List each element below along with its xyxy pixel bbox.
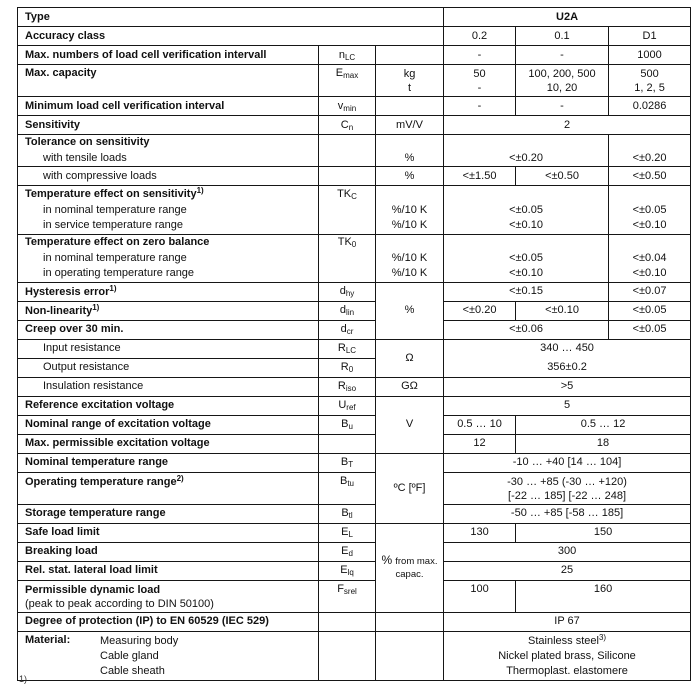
ref-voltage-label: Reference excitation voltage (18, 396, 319, 415)
protection-unit (376, 612, 444, 631)
tkc-service-symbol (319, 218, 376, 234)
compressive-value-2: <±0.50 (516, 167, 609, 186)
row-dynamic-load (18, 580, 691, 612)
max-capacity-value-1: 50 - (444, 65, 516, 97)
max-intervals-value-2: - (516, 46, 609, 65)
breaking-load-symbol: $E_d$ (319, 542, 376, 561)
max-intervals-value-3: 1000 (609, 46, 691, 65)
row-breaking-load (18, 542, 691, 561)
tk0-operating-value-3: <±0.10 (609, 266, 691, 282)
input-resistance-symbol: $R_{LC}$ (319, 339, 376, 358)
output-resistance-symbol: $R_0$ (319, 358, 376, 377)
row-tkc-header (18, 186, 691, 203)
protection-value: IP 67 (444, 612, 691, 631)
row-operating-temp (18, 472, 691, 504)
max-capacity-label: Max. capacity (18, 65, 319, 97)
tk0-operating-value-12: <±0.10 (444, 266, 609, 282)
material-symbol (319, 631, 376, 680)
nominal-voltage-value-1: 0.5 … 10 (444, 415, 516, 434)
nominal-temp-value: -10 … +40 [14 … 104] (444, 453, 691, 472)
tkc-nominal-label: in nominal temperature range (18, 202, 319, 218)
row-nonlinearity (18, 301, 691, 320)
row-max-voltage (18, 434, 691, 453)
material-key: Material: (25, 633, 71, 646)
protection-label: Degree of protection (IP) to EN 60529 (IEC 529) (18, 612, 319, 631)
nominal-temp-label: Nominal temperature range (18, 453, 319, 472)
accuracy-value-2: 0.1 (516, 27, 609, 46)
max-voltage-label: Max. permissible excitation voltage (18, 434, 319, 453)
nonlinearity-symbol: $d_{lin}$ (319, 301, 376, 320)
breaking-load-value: 300 (444, 542, 691, 561)
max-capacity-value-3: 500 1, 2, 5 (609, 65, 691, 97)
row-tkc-service (18, 218, 691, 234)
material-unit (376, 631, 444, 680)
tkc-nominal-symbol (319, 202, 376, 218)
insulation-resistance-label: Insulation resistance (18, 377, 319, 396)
min-interval-value-2: - (516, 97, 609, 116)
tolerance-header-symbol (319, 135, 376, 151)
dynamic-load-value-1: 100 (444, 580, 516, 612)
nonlinearity-label: Non-linearity$^{1)}$ (18, 301, 319, 320)
tolerance-header-value-12 (444, 135, 609, 151)
tk0-nominal-value-3: <±0.04 (609, 250, 691, 266)
tkc-nominal-unit: %/10 K (376, 202, 444, 218)
tk0-operating-unit: %/10 K (376, 266, 444, 282)
tensile-label: with tensile loads (18, 151, 319, 167)
row-nominal-temp (18, 453, 691, 472)
input-resistance-unit: Ω (376, 339, 444, 377)
tkc-nominal-value-3: <±0.05 (609, 202, 691, 218)
row-storage-temp (18, 504, 691, 523)
tensile-value-12: <±0.20 (444, 151, 609, 167)
creep-value-12: <±0.06 (444, 320, 609, 339)
row-input-resistance (18, 339, 691, 358)
tkc-service-value-3: <±0.10 (609, 218, 691, 234)
hysteresis-symbol: $d_{hy}$ (319, 282, 376, 301)
compressive-value-1: <±1.50 (444, 167, 516, 186)
tk0-header-value-12 (444, 234, 609, 250)
accuracy-label: Accuracy class (18, 27, 444, 46)
max-capacity-value-2: 100, 200, 500 10, 20 (516, 65, 609, 97)
tk0-nominal-value-12: <±0.05 (444, 250, 609, 266)
row-ref-voltage (18, 396, 691, 415)
row-min-interval (18, 97, 691, 116)
lateral-load-symbol: $E_{lq}$ (319, 561, 376, 580)
lateral-load-label: Rel. stat. lateral load limit (18, 561, 319, 580)
tkc-service-unit: %/10 K (376, 218, 444, 234)
tk0-header-value-3 (609, 234, 691, 250)
row-creep (18, 320, 691, 339)
sensitivity-unit: mV/V (376, 116, 444, 135)
output-resistance-label: Output resistance (18, 358, 319, 377)
row-tolerance-header (18, 135, 691, 151)
row-accuracy (18, 27, 691, 46)
storage-temp-value: -50 … +85 [-58 … 185] (444, 504, 691, 523)
hysteresis-unit: % (376, 282, 444, 339)
max-voltage-value-1: 12 (444, 434, 516, 453)
nominal-temp-symbol: $B_T$ (319, 453, 376, 472)
tkc-header-value-12 (444, 186, 609, 203)
row-lateral-load (18, 561, 691, 580)
row-safe-load (18, 523, 691, 542)
safe-load-label: Safe load limit (18, 523, 319, 542)
accuracy-value-3: D1 (609, 27, 691, 46)
max-intervals-unit (376, 46, 444, 65)
dynamic-load-value-23: 160 (516, 580, 691, 612)
material-items: Measuring body Cable gland Cable sheath (100, 634, 179, 677)
tk0-nominal-symbol (319, 250, 376, 266)
nominal-voltage-value-23: 0.5 … 12 (516, 415, 691, 434)
tolerance-header-label: Tolerance on sensitivity (18, 135, 319, 151)
row-compressive (18, 167, 691, 186)
dynamic-load-label: Permissible dynamic load (peak to peak according to DIN 50100) (18, 580, 319, 612)
safe-load-symbol: $E_L$ (319, 523, 376, 542)
nominal-voltage-label: Nominal range of excitation voltage (18, 415, 319, 434)
safe-load-unit: % from max. capac. (376, 523, 444, 612)
tensile-unit: % (376, 151, 444, 167)
row-tensile (18, 151, 691, 167)
tkc-header-label: Temperature effect on sensitivity$^{1)}$ (18, 186, 319, 203)
row-output-resistance (18, 358, 691, 377)
creep-label: Creep over 30 min. (18, 320, 319, 339)
row-material (18, 631, 691, 680)
row-protection (18, 612, 691, 631)
row-sensitivity (18, 116, 691, 135)
tk0-operating-symbol (319, 266, 376, 282)
nominal-temp-unit: ºC [ºF] (376, 453, 444, 523)
nonlinearity-value-2: <±0.10 (516, 301, 609, 320)
type-value: U2A (444, 8, 691, 27)
row-tk0-header (18, 234, 691, 250)
compressive-unit: % (376, 167, 444, 186)
tkc-service-value-12: <±0.10 (444, 218, 609, 234)
operating-temp-value: -30 … +85 (-30 … +120) [-22 … 185] [-22 … 248] (444, 472, 691, 504)
sensitivity-value: 2 (444, 116, 691, 135)
safe-load-value-23: 150 (516, 523, 691, 542)
min-interval-value-3: 0.0286 (609, 97, 691, 116)
max-voltage-value-23: 18 (516, 434, 691, 453)
output-resistance-value: 356±0.2 (444, 358, 691, 377)
tkc-nominal-value-12: <±0.05 (444, 202, 609, 218)
row-type (18, 8, 691, 27)
breaking-load-label: Breaking load (18, 542, 319, 561)
hysteresis-value-3: <±0.07 (609, 282, 691, 301)
operating-temp-label: Operating temperature range$^{2)}$ (18, 472, 319, 504)
max-intervals-value-1: - (444, 46, 516, 65)
tkc-header-symbol: $TK_C$ (319, 186, 376, 203)
dynamic-load-symbol: $F_{srel}$ (319, 580, 376, 612)
type-label: Type (18, 8, 444, 27)
min-interval-symbol: $v_{min}$ (319, 97, 376, 116)
safe-load-value-1: 130 (444, 523, 516, 542)
row-max-capacity (18, 65, 691, 97)
tk0-nominal-unit: %/10 K (376, 250, 444, 266)
compressive-symbol (319, 167, 376, 186)
hysteresis-label: Hysteresis error$^{1)}$ (18, 282, 319, 301)
max-capacity-symbol: $E_{max}$ (319, 65, 376, 97)
input-resistance-label: Input resistance (18, 339, 319, 358)
min-interval-value-1: - (444, 97, 516, 116)
material-value: Stainless steel$^{3)}$ Nickel plated brass, Silicone Thermoplast. elastomere (444, 631, 691, 680)
insulation-resistance-unit: GΩ (376, 377, 444, 396)
nominal-voltage-symbol: $B_u$ (319, 415, 376, 434)
tkc-header-value-3 (609, 186, 691, 203)
creep-symbol: $d_{cr}$ (319, 320, 376, 339)
insulation-resistance-value: >5 (444, 377, 691, 396)
lateral-load-value: 25 (444, 561, 691, 580)
tk0-operating-label: in operating temperature range (18, 266, 319, 282)
hysteresis-value-12: <±0.15 (444, 282, 609, 301)
compressive-value-3: <±0.50 (609, 167, 691, 186)
min-interval-label: Minimum load cell verification interval (18, 97, 319, 116)
sensitivity-symbol: $C_n$ (319, 116, 376, 135)
spec-table (17, 7, 691, 681)
ref-voltage-unit: V (376, 396, 444, 453)
nonlinearity-value-1: <±0.20 (444, 301, 516, 320)
storage-temp-label: Storage temperature range (18, 504, 319, 523)
insulation-resistance-symbol: $R_{iso}$ (319, 377, 376, 396)
compressive-label: with compressive loads (18, 167, 319, 186)
footnote-marker: 1) (19, 674, 28, 684)
row-nominal-voltage (18, 415, 691, 434)
ref-voltage-value: 5 (444, 396, 691, 415)
min-interval-unit (376, 97, 444, 116)
tensile-value-3: <±0.20 (609, 151, 691, 167)
tensile-symbol (319, 151, 376, 167)
storage-temp-symbol: $B_{tl}$ (319, 504, 376, 523)
row-max-intervals (18, 46, 691, 65)
max-voltage-symbol (319, 434, 376, 453)
row-insulation-resistance (18, 377, 691, 396)
tk0-header-unit (376, 234, 444, 250)
creep-value-3: <±0.05 (609, 320, 691, 339)
row-tkc-nominal (18, 202, 691, 218)
tkc-header-unit (376, 186, 444, 203)
row-hysteresis (18, 282, 691, 301)
tk0-header-label: Temperature effect on zero balance (18, 234, 319, 250)
input-resistance-value: 340 … 450 (444, 339, 691, 358)
max-capacity-unit: kg t (376, 65, 444, 97)
material-label (18, 631, 319, 680)
protection-symbol (319, 612, 376, 631)
row-tk0-nominal (18, 250, 691, 266)
sensitivity-label: Sensitivity (18, 116, 319, 135)
max-intervals-label: Max. numbers of load cell verification intervall (18, 46, 319, 65)
nonlinearity-value-3: <±0.05 (609, 301, 691, 320)
operating-temp-symbol: $B_{tu}$ (319, 472, 376, 504)
max-intervals-symbol: $n_{LC}$ (319, 46, 376, 65)
ref-voltage-symbol: $U_{ref}$ (319, 396, 376, 415)
row-tk0-operating (18, 266, 691, 282)
tolerance-header-unit (376, 135, 444, 151)
tk0-header-symbol: $TK_0$ (319, 234, 376, 250)
tkc-service-label: in service temperature range (18, 218, 319, 234)
tolerance-header-value-3 (609, 135, 691, 151)
accuracy-value-1: 0.2 (444, 27, 516, 46)
tk0-nominal-label: in nominal temperature range (18, 250, 319, 266)
